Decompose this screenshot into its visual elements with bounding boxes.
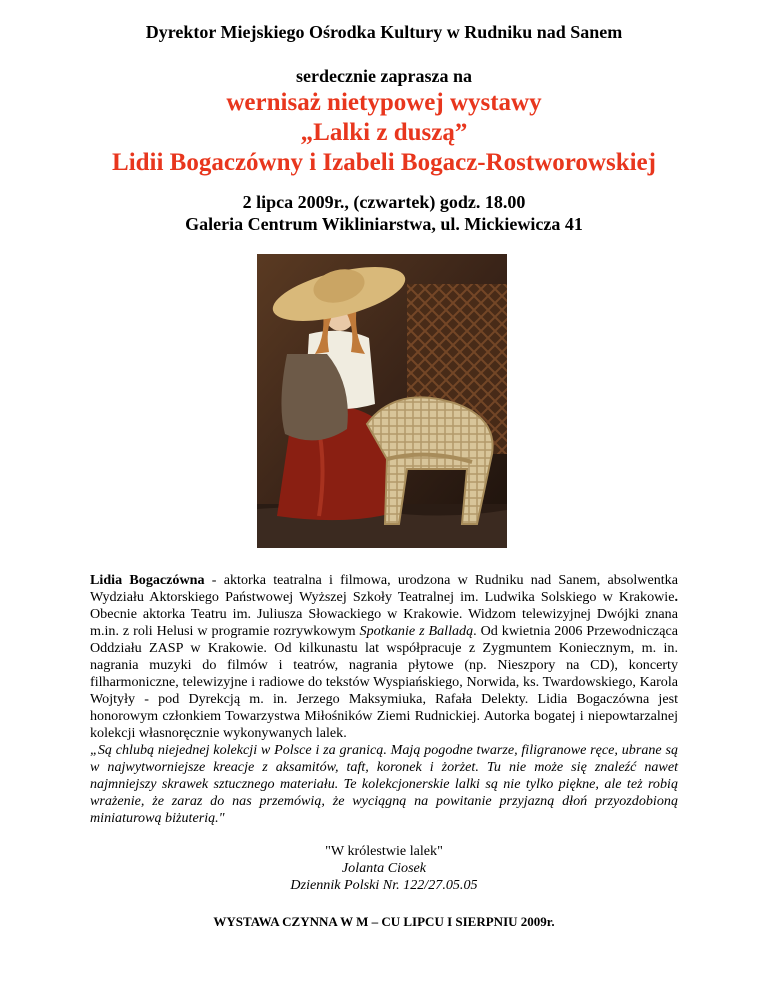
- quote-source-author: Jolanta Ciosek: [341, 860, 427, 876]
- invite-line: serdecznie zaprasza na: [296, 66, 472, 86]
- quote-source-publication: Dziennik Polski Nr. 122/27.05.05: [290, 877, 478, 893]
- bio-paragraph: [90, 572, 678, 742]
- bio-text-c: . Od kwietnia 2006 Przewodnicząca Oddziału ZASP w Krakowie. Od kilkunastu lat współpracuje z Zygmuntem Koniecznym, m. in. nagrania muzyki do filmów i teatrów, nagrania płytowe (np. Nieszpory na CD), koncerty filharmoniczne, telewizyjne i radiowe do tekstów Wyspiańskiego, Norwida, ks. Twardowskiego, Karola Wojtyły - pod Dyrekcją m. in. Jerzego Maksymiuka, Rafała Delekty. Lidia Bogaczówna jest honorowym członkiem Towarzystwa Miłośników Ziemi Rudnickiej. Autorka bogatej i niepowtarzalnej kolekcji własnoręcznie wykonywanych lalek.: [90, 623, 678, 741]
- exhibition-open-notice: WYSTAWA CZYNNA W M – CU LIPCU I SIERPNIU 2009r.: [213, 914, 555, 929]
- event-venue: Galeria Centrum Wikliniarstwa, ul. Mickiewicza 41: [185, 214, 583, 234]
- bio-name: Lidia Bogaczówna: [90, 572, 205, 588]
- event-date: 2 lipca 2009r., (czwartek) godz. 18.00: [242, 192, 526, 212]
- quote-source-title: "W królestwie lalek": [325, 843, 443, 859]
- bio-text-a: - aktorka teatralna i filmowa, urodzona w Rudniku nad Sanem, absolwentka Wydziału Aktorskiego Państwowej Wyższej Szkoły Teatralnej im. Ludwika Solskiego w Krakowie: [90, 572, 678, 605]
- press-quote: „Są chlubą niejednej kolekcji w Polsce i za granicą. Mają pogodne twarze, filigranowe ręce, ubrane są w najwytworniejsze kreacje z aksamitów, taft, koronek i żorżet. Tu nie może się znaleźć nawet najmniejszy skrawek sztucznego materiału. Te kolekcjonerskie lalki są nie tylko piękne, ale też robią wrażenie, że zaraz do nas przemówią, że wyciągną na powitanie przyjazną dłoń przyozdobioną miniaturową biżuterią.": [90, 742, 678, 826]
- exhibition-title-line2: „Lalki z duszą”: [300, 119, 468, 146]
- bio-text-b: Obecnie aktorka Teatru im. Juliusza Słowackiego w Krakowie. Widzom telewizyjnej Dwójki znana m.in. z roli Helusi w programie rozrywkowym: [90, 606, 678, 639]
- bio-dot: .: [674, 589, 678, 605]
- doll-with-wicker-chair-image: [257, 254, 507, 548]
- exhibition-artists: Lidii Bogaczówny i Izabeli Bogacz-Rostworowskiej: [112, 149, 656, 176]
- exhibition-title-line1: wernisaż nietypowej wystawy: [226, 89, 542, 116]
- organizer-line: Dyrektor Miejskiego Ośrodka Kultury w Rudniku nad Sanem: [145, 22, 623, 42]
- bio-show-title: Spotkanie z Balladą: [359, 623, 474, 639]
- doll-photo: [257, 254, 507, 548]
